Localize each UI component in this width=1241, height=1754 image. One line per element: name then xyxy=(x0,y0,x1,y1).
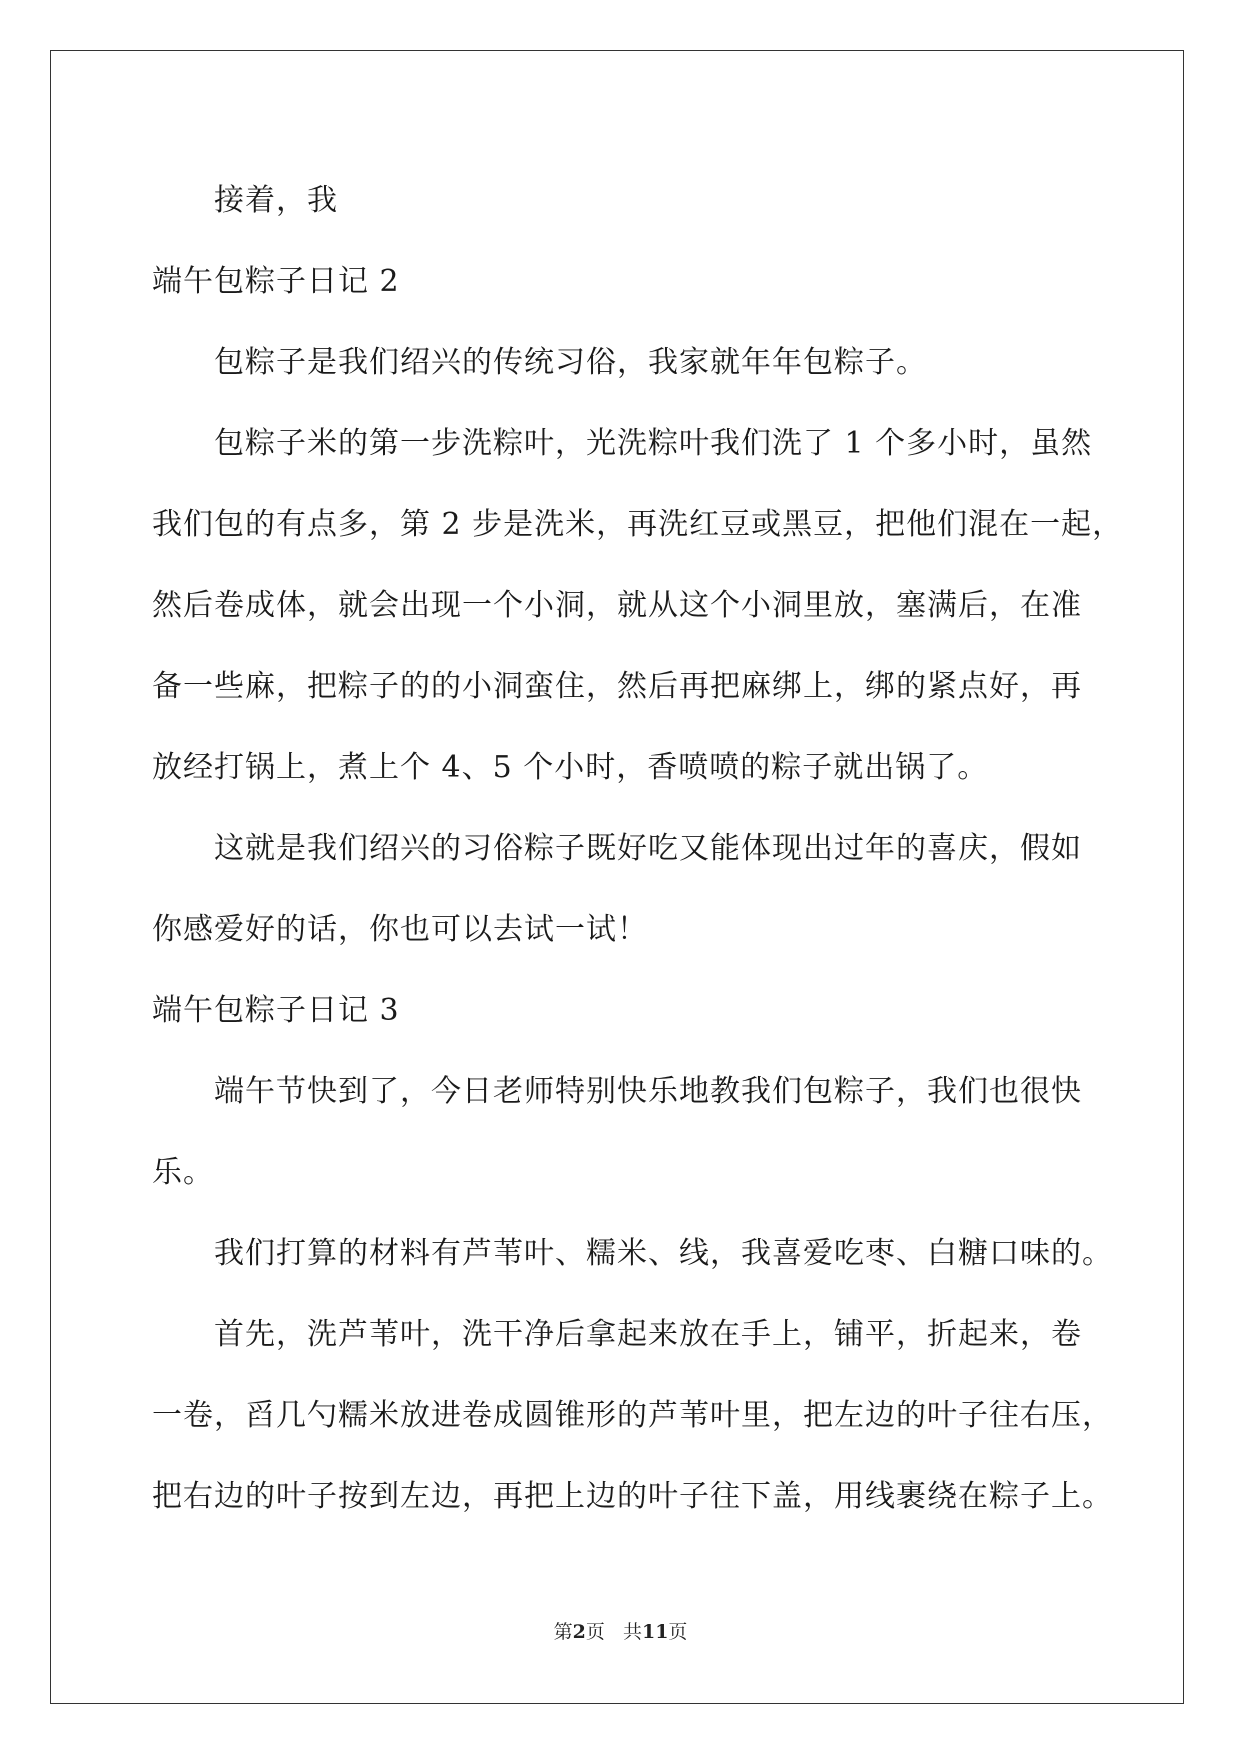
text-line: 乐。 xyxy=(152,1155,214,1190)
total-page-count: 11 xyxy=(641,1621,669,1643)
text-line: 接着，我 xyxy=(214,183,338,218)
text-line: 端午包粽子日记 2 xyxy=(152,264,400,299)
text-line: 放经打锅上，煮上个 4、5 个小时，香喷喷的粽子就出锅了。 xyxy=(152,750,989,785)
text-line: 备一些麻，把粽子的的小洞蛮住，然后再把麻绑上，绑的紧点好，再 xyxy=(152,669,1082,704)
text-line: 把右边的叶子按到左边，再把上边的叶子往下盖，用线裹绕在粽子上。 xyxy=(152,1479,1113,1514)
text-line: 我们打算的材料有芦苇叶、糯米、线，我喜爱吃枣、白糖口味的。 xyxy=(214,1236,1113,1271)
text-line: 我们包的有点多，第 2 步是洗米，再洗红豆或黑豆，把他们混在一起， xyxy=(152,507,1124,542)
page-footer xyxy=(0,1617,1241,1644)
text-line: 首先，洗芦苇叶，洗干净后拿起来放在手上，铺平，折起来，卷 xyxy=(214,1317,1082,1352)
current-page-number: 2 xyxy=(572,1621,586,1643)
footer-prefix: 第 xyxy=(553,1621,573,1643)
text-line: 一卷，舀几勺糯米放进卷成圆锥形的芦苇叶里，把左边的叶子往右压， xyxy=(152,1398,1113,1433)
footer-total-prefix: 共 xyxy=(622,1621,642,1643)
text-line: 端午包粽子日记 3 xyxy=(152,993,400,1028)
text-line: 然后卷成体，就会出现一个小洞，就从这个小洞里放，塞满后，在准 xyxy=(152,588,1082,623)
text-line: 你感爱好的话，你也可以去试一试！ xyxy=(152,912,648,947)
text-line: 包粽子是我们绍兴的传统习俗，我家就年年包粽子。 xyxy=(214,345,927,380)
footer-page-suffix: 页 xyxy=(585,1621,605,1643)
text-line: 包粽子米的第一步洗粽叶，光洗粽叶我们洗了 1 个多小时，虽然 xyxy=(214,426,1093,461)
document-body xyxy=(152,160,1124,1537)
footer-total-suffix: 页 xyxy=(668,1621,688,1643)
text-line: 这就是我们绍兴的习俗粽子既好吃又能体现出过年的喜庆，假如 xyxy=(214,831,1082,866)
text-line: 端午节快到了，今日老师特别快乐地教我们包粽子，我们也很快 xyxy=(214,1074,1082,1109)
